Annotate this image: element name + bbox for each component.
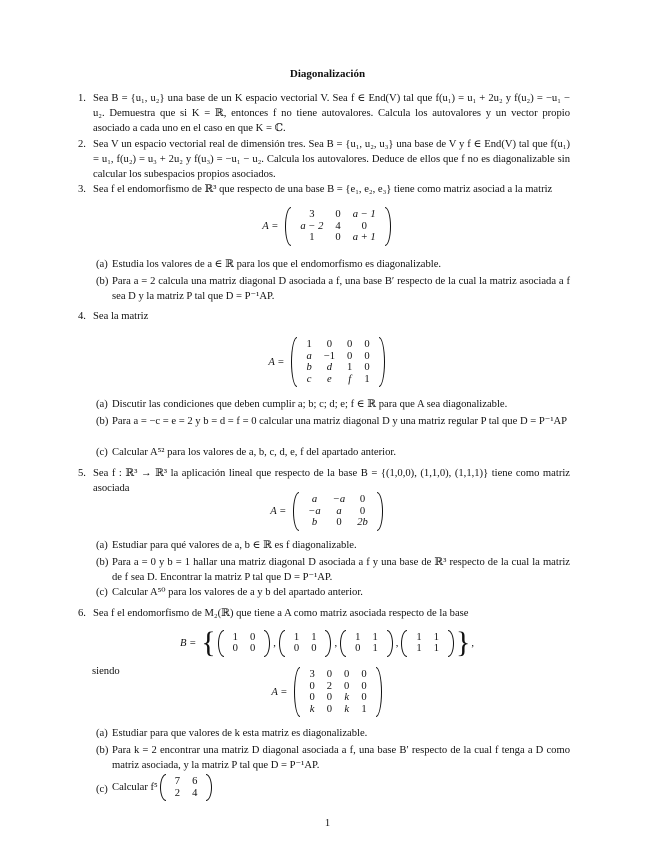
exercise-text: Sea f el endomorfismo de ℝ³ que respecto de una base B = {e₁, e₂, e₃} tiene como matriz asociad a la matriz xyxy=(93,184,553,195)
matrix-cell: 1 xyxy=(364,373,370,385)
matrix-cell: 0 xyxy=(347,339,353,350)
matrix-cell: 3 xyxy=(309,669,315,680)
matrix-cell: 0 xyxy=(336,517,342,528)
matrix-cell: 1 xyxy=(347,362,353,373)
matrix-cell: 0 xyxy=(364,339,370,350)
part-text: Calcular A⁵² para los valores de a, b, c, d, e, f del apartado anterior. xyxy=(112,447,396,458)
part-label: (c) xyxy=(96,587,108,598)
matrix-cell: −1 xyxy=(323,350,336,362)
basis-label: B = xyxy=(179,637,197,649)
matrix-cell: 0 xyxy=(326,339,333,350)
matrix-cell: −a xyxy=(308,505,321,517)
exercise-number: 6. xyxy=(78,608,86,619)
matrix-cell: −a xyxy=(332,494,346,505)
part-c xyxy=(96,774,570,801)
matrix-cell: 4 xyxy=(192,787,198,799)
basis-matrix xyxy=(279,630,332,657)
part-label: (b) xyxy=(96,745,109,756)
basis-equation xyxy=(0,628,655,658)
basis-matrix xyxy=(340,630,393,657)
matrix-cell: d xyxy=(326,362,333,373)
part-a xyxy=(96,257,570,272)
part-label: (a) xyxy=(96,540,108,551)
part-text: Para a = −c = e = 2 y b = d = f = 0 calcular una matriz diagonal D y una matriz regular P tal que D = P⁻¹AP xyxy=(112,416,568,427)
matrix-cell: 1 xyxy=(306,339,312,350)
part-text: Discutir las condiciones que deben cumplir a; b; c; d; e; f ∈ ℝ para que A sea diagonalizable. xyxy=(112,399,508,410)
matrix-cell: 1 xyxy=(433,643,439,654)
matrix-cell: 0 xyxy=(361,680,367,692)
matrix-cell: 0 xyxy=(309,680,315,692)
matrix-cell: 0 xyxy=(361,669,367,680)
matrix-cell: b xyxy=(311,517,318,528)
comma: , xyxy=(334,637,338,649)
part-b xyxy=(96,274,570,304)
exercise-text: Sea la matriz xyxy=(93,311,149,322)
matrix-cell: 0 xyxy=(249,643,256,654)
part-label: (c) xyxy=(96,447,108,458)
right-paren xyxy=(385,207,391,246)
matrix-A xyxy=(291,337,384,387)
comma: , xyxy=(471,637,475,649)
matrix-cell: 0 xyxy=(364,362,370,373)
matrix-cell: 0 xyxy=(355,643,361,654)
matrix-cell: c xyxy=(306,373,312,385)
matrix-cell: a − 1 xyxy=(352,209,376,220)
part-label: (b) xyxy=(96,416,109,427)
part-label: (b) xyxy=(96,276,109,287)
matrix-equation xyxy=(0,207,655,246)
left-paren xyxy=(279,630,285,657)
exercise-number: 5. xyxy=(78,468,86,479)
part-label: (c) xyxy=(96,784,108,795)
exercise-text: Sea f el endomorfismo de M₂(ℝ) que tiene a A como matriz asociada respecto de la base xyxy=(93,608,469,619)
part-text: Para k = 2 encontrar una matriz D diagonal asociada a f, una base B′ respecto de la cual f tenga a D como matriz asociada, y la matriz P tal que D = P⁻¹AP. xyxy=(112,745,570,771)
matrix-cell: 0 xyxy=(249,631,256,643)
part-c xyxy=(96,445,570,460)
matrix-cell: 0 xyxy=(347,350,353,362)
matrix-equation xyxy=(0,492,655,531)
part-text: Estudiar para que valores de k esta matriz es diagonalizable. xyxy=(112,728,368,739)
part-text: Estudiar para qué valores de a, b ∈ ℝ es f diagonalizable. xyxy=(112,540,357,551)
exercise-number: 4. xyxy=(78,311,86,322)
open-brace: { xyxy=(201,626,216,659)
matrix-cell: 6 xyxy=(192,776,198,787)
part-text: Calcular A⁵⁰ para los valores de a y b del apartado anterior. xyxy=(112,587,363,598)
matrix-cell: 0 xyxy=(232,643,238,654)
right-paren xyxy=(325,630,331,657)
matrix-cell: a − 2 xyxy=(300,220,324,232)
matrix-equation xyxy=(0,667,655,717)
matrix-cell: 1 xyxy=(355,631,361,643)
exercise-number: 3. xyxy=(78,184,86,195)
matrix-cell: 0 xyxy=(344,669,350,680)
exercise-6 xyxy=(78,606,570,621)
close-brace: } xyxy=(455,626,471,659)
matrix-cell: 0 xyxy=(344,680,350,692)
matrix-A xyxy=(294,667,381,717)
matrix-cell: a xyxy=(336,505,342,517)
left-paren xyxy=(291,337,297,387)
left-paren xyxy=(285,207,291,246)
page-number: 1 xyxy=(324,818,331,829)
left-paren xyxy=(293,492,299,531)
matrix-cell: 0 xyxy=(326,669,333,680)
matrix-cell: 1 xyxy=(372,643,378,654)
matrix-cell: k xyxy=(309,703,315,715)
part-b xyxy=(96,743,570,773)
part-b xyxy=(96,414,570,429)
matrix-cell: 1 xyxy=(311,631,317,643)
matrix-cell: 0 xyxy=(293,643,300,654)
right-paren xyxy=(379,337,385,387)
matrix-cell: e xyxy=(327,373,332,385)
matrix-argument xyxy=(160,774,213,801)
matrix-cell: 3 xyxy=(309,209,315,220)
right-paren xyxy=(264,630,270,657)
exercise-3 xyxy=(78,182,570,197)
matrix-A xyxy=(285,207,390,246)
exercise-text: Sea B = {u₁, u₂} una base de un K espacio vectorial V. Sea f ∈ End(V) tal que f(u₁) = u₁ + 2u₂ y f(u₂) = −u₁ − u₂. Demuestra que si K = ℝ, entonces f no tiene autovalores. Calcula los autovalores y un vector propio asociado a cada uno en el caso en que K = ℂ. xyxy=(93,93,570,134)
matrix-cell: 1 xyxy=(361,703,367,715)
exercise-4 xyxy=(78,309,570,324)
matrix-cell: 7 xyxy=(174,776,181,787)
matrix-equation xyxy=(0,337,655,387)
matrix-cell: 0 xyxy=(359,505,366,517)
part-text-row xyxy=(112,774,570,801)
matrix-A xyxy=(293,492,383,531)
left-paren xyxy=(218,630,224,657)
exercise-2 xyxy=(78,137,570,182)
matrix-cell: 1 xyxy=(372,631,378,643)
page-title: Diagonalización xyxy=(289,68,366,80)
matrix-cell: 0 xyxy=(326,692,333,703)
matrix-label: A = xyxy=(268,356,285,368)
part-c xyxy=(96,585,570,600)
part-a xyxy=(96,726,570,741)
matrix-cell: 0 xyxy=(335,209,341,220)
exercise-1 xyxy=(78,91,570,136)
matrix-label: A = xyxy=(270,505,287,517)
basis-matrix xyxy=(401,630,454,657)
matrix-cell: 0 xyxy=(309,692,315,703)
matrix-label: A = xyxy=(262,220,279,232)
comma: , xyxy=(395,637,399,649)
basis-matrix xyxy=(218,630,271,657)
matrix-cell: 2b xyxy=(357,517,368,528)
right-paren xyxy=(376,667,382,717)
matrix-cell: 2 xyxy=(174,787,181,799)
part-label: (a) xyxy=(96,728,108,739)
matrix-cell: 1 xyxy=(433,631,439,643)
matrix-cell: 1 xyxy=(416,631,422,643)
right-paren xyxy=(448,630,454,657)
matrix-cell: f xyxy=(348,373,352,385)
siendo-text: siendo xyxy=(92,666,120,677)
exercise-text: Sea V un espacio vectorial real de dimensión tres. Sea B = {u₁, u₂, u₃} una base de V y f ∈ End(V) tal que f(u₁) = u₁, f(u₂) = u₃ + 2u₂ y f(u₃) = −u₁ − u₂. Calcula los autovalores. Deduce de ellos que f no es diagonalizable sin calcular los subespacios propios asociados. xyxy=(93,139,570,180)
left-paren xyxy=(160,774,166,801)
matrix-cell: 0 xyxy=(361,692,367,703)
matrix-cell: 0 xyxy=(311,643,317,654)
matrix-cell: 4 xyxy=(335,220,341,232)
part-label: (a) xyxy=(96,399,108,410)
matrix-cell: 0 xyxy=(361,220,367,232)
right-paren xyxy=(206,774,212,801)
matrix-cell: k xyxy=(344,703,350,715)
matrix-cell: 0 xyxy=(326,703,333,715)
matrix-cell: 1 xyxy=(232,631,238,643)
matrix-cell: a + 1 xyxy=(352,232,376,243)
matrix-label: A = xyxy=(271,686,288,698)
part-text: Estudia los valores de a ∈ ℝ para los que el endomorfismo es diagonalizable. xyxy=(112,259,442,270)
exercise-number: 1. xyxy=(78,93,86,104)
part-label: (b) xyxy=(96,557,109,568)
left-paren xyxy=(294,667,300,717)
matrix-cell: b xyxy=(306,362,312,373)
matrix-cell: 2 xyxy=(326,680,333,692)
left-paren xyxy=(340,630,346,657)
matrix-cell: 1 xyxy=(309,232,315,243)
right-paren xyxy=(387,630,393,657)
matrix-cell: 1 xyxy=(416,643,422,654)
exercise-number: 2. xyxy=(78,139,86,150)
part-text: Para a = 2 calcula una matriz diagonal D asociada a f, una base B′ respecto de la cual la matriz asociada a f sea D y la matriz P tal que D = P⁻¹AP. xyxy=(112,276,570,302)
matrix-cell: a xyxy=(306,350,312,362)
matrix-cell: k xyxy=(344,692,350,703)
part-text: Calcular f⁵ xyxy=(112,782,158,793)
comma: , xyxy=(273,637,276,649)
part-b xyxy=(96,555,570,585)
matrix-cell: 0 xyxy=(364,350,370,362)
part-label: (a) xyxy=(96,259,108,270)
exercise-text: Sea f : ℝ³ → ℝ³ la aplicación lineal que respecto de la base B = {(1,0,0), (1,1,0), (1,1,1)} tiene como matriz asociada xyxy=(93,468,570,494)
matrix-cell: 0 xyxy=(335,232,341,243)
part-a xyxy=(96,397,570,412)
matrix-cell: a xyxy=(311,494,318,505)
left-paren xyxy=(401,630,407,657)
part-a xyxy=(96,538,570,553)
matrix-cell: 0 xyxy=(359,494,366,505)
matrix-cell: 1 xyxy=(293,631,300,643)
right-paren xyxy=(377,492,383,531)
part-text: Para a = 0 y b = 1 hallar una matriz diagonal D asociada a f y una base de ℝ³ respecto de la cual la matriz de f sea D. Encontrar la matriz P tal que D = P⁻¹AP. xyxy=(112,557,570,583)
